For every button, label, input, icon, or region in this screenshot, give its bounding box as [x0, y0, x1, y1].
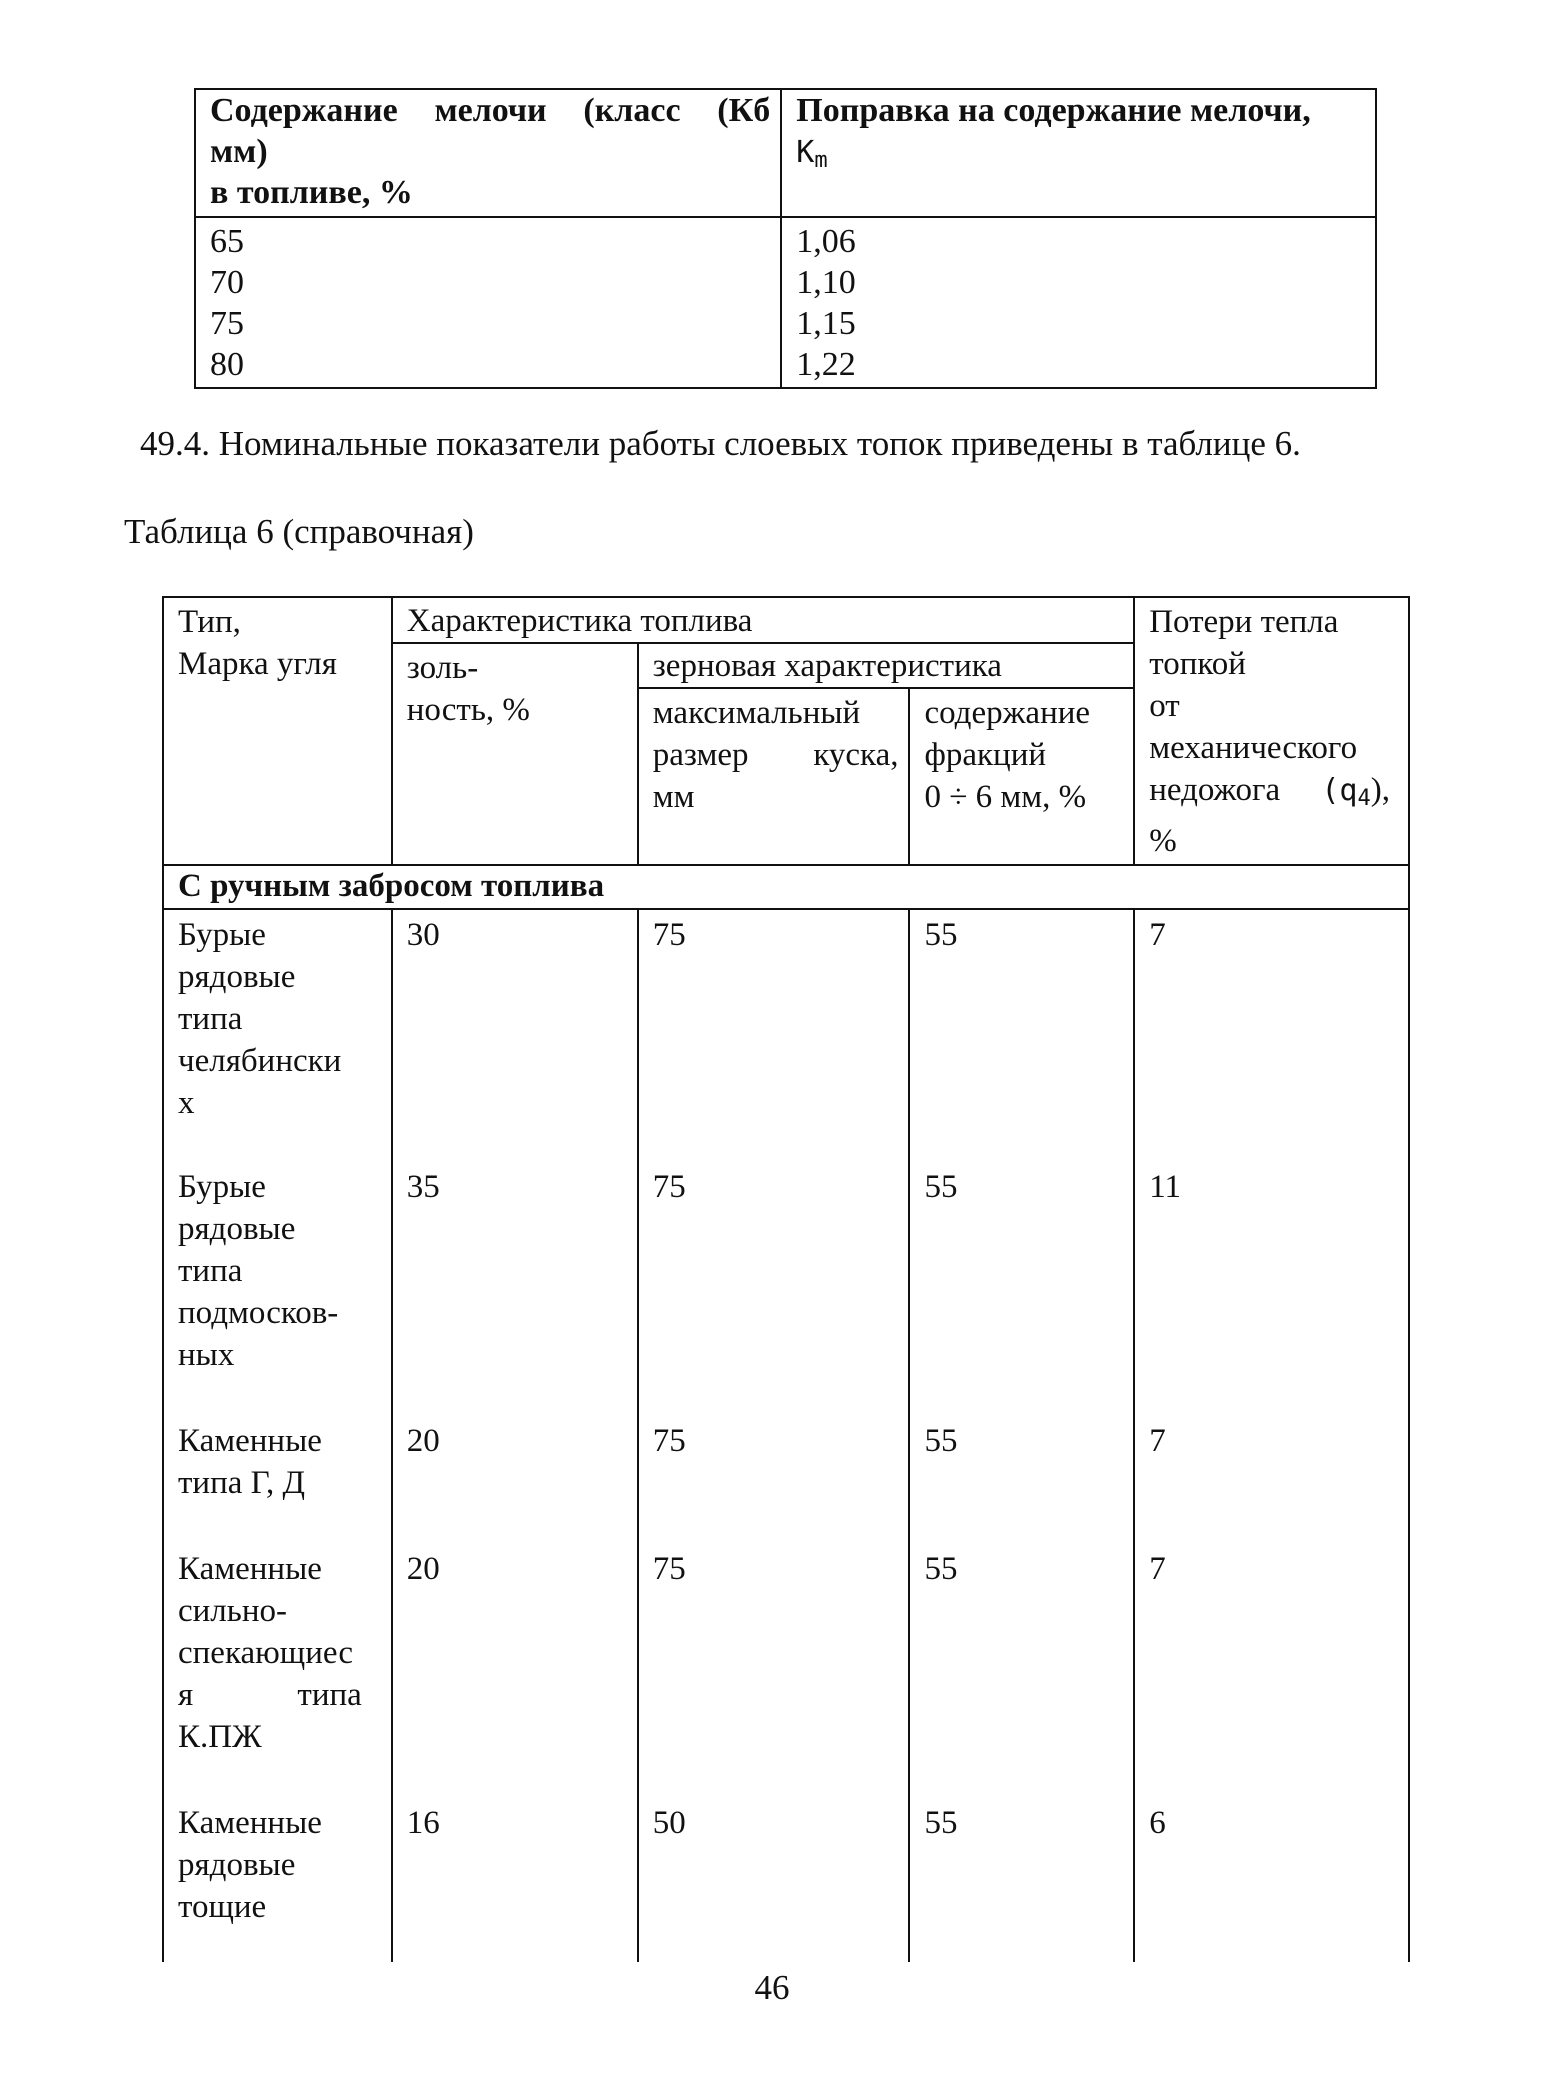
fines-content-cell: 70	[195, 262, 781, 303]
coal-type-header-line1: Тип,	[178, 604, 241, 640]
table6-header-row-1	[163, 597, 1409, 643]
q4-symbol: $(q_4)$,	[1321, 772, 1390, 811]
fines-table-row	[195, 344, 1376, 388]
table6-data-row	[163, 1416, 1409, 1544]
fines-fraction-header: содержание фракций 0 ÷ 6 мм, %	[909, 688, 1134, 865]
ash-content-header: золь- ность, %	[392, 643, 638, 865]
q4-cell: 6	[1134, 1798, 1409, 1962]
km-symbol: $K_m$	[796, 135, 828, 173]
heat-losses-header: Потери тепла топкой от механического недожога $(q_4)$, %	[1134, 597, 1409, 865]
grain-characteristic-header: зерновая характеристика	[638, 643, 1134, 688]
fines-cell: 55	[909, 1544, 1134, 1798]
ash-cell: 35	[392, 1162, 638, 1416]
fines-table-row	[195, 303, 1376, 344]
paragraph-49-4: 49.4. Номинальные показатели работы слоевых топок приведены в таблице 6.	[140, 424, 1301, 463]
ash-cell: 30	[392, 909, 638, 1162]
q4-cell: 7	[1134, 1416, 1409, 1544]
km-value-cell: 1,10	[781, 262, 1376, 303]
ash-cell: 20	[392, 1544, 638, 1798]
q4-cell: 7	[1134, 909, 1409, 1162]
table6-data-row	[163, 1162, 1409, 1416]
fines-cell: 55	[909, 909, 1134, 1162]
coal-type-cell: Каменные сильно- спекающиес я типа К.ПЖ	[163, 1544, 392, 1798]
q4-cell: 7	[1134, 1544, 1409, 1798]
ash-cell: 16	[392, 1798, 638, 1962]
coal-type-cell: Каменные типа Г, Д	[163, 1416, 392, 1544]
km-header	[781, 89, 1376, 217]
table6-layer-furnaces	[162, 596, 1410, 1962]
fines-content-cell: 75	[195, 303, 781, 344]
km-header-text: Поправка на содержание мелочи,	[796, 92, 1311, 129]
table6-data-row	[163, 1798, 1409, 1962]
km-value-cell: 1,15	[781, 303, 1376, 344]
ash-cell: 20	[392, 1416, 638, 1544]
section-title: С ручным забросом топлива	[163, 865, 1409, 909]
max-size-cell: 75	[638, 909, 910, 1162]
fines-cell: 55	[909, 1798, 1134, 1962]
coal-type-header	[163, 597, 392, 865]
fines-correction-table	[194, 88, 1377, 389]
fines-content-cell: 65	[195, 217, 781, 262]
fines-table-row	[195, 217, 1376, 262]
fines-content-header-line2: мм)	[210, 133, 268, 170]
max-size-cell: 75	[638, 1544, 910, 1798]
q4-cell: 11	[1134, 1162, 1409, 1416]
page-number: 46	[754, 1968, 790, 2007]
fines-table-header-row	[195, 89, 1376, 217]
max-size-cell: 50	[638, 1798, 910, 1962]
km-value-cell: 1,22	[781, 344, 1376, 388]
max-lump-size-header: максимальный размер куска, мм	[638, 688, 910, 865]
fines-content-header-line1: Содержание мелочи (класс (Кб	[210, 92, 771, 129]
fines-cell: 55	[909, 1416, 1134, 1544]
fines-cell: 55	[909, 1162, 1134, 1416]
table6-caption: Таблица 6 (справочная)	[124, 512, 474, 551]
table6-data-row	[163, 909, 1409, 1162]
fines-content-cell: 80	[195, 344, 781, 388]
km-value-cell: 1,06	[781, 217, 1376, 262]
max-size-cell: 75	[638, 1416, 910, 1544]
fines-table-row	[195, 262, 1376, 303]
fines-content-header-line3: в топливе, %	[210, 174, 413, 211]
coal-type-cell: Каменные рядовые тощие	[163, 1798, 392, 1962]
fuel-characteristic-header: Характеристика топлива	[392, 597, 1134, 643]
coal-type-cell: Бурые рядовые типа челябински х	[163, 909, 392, 1162]
table6-data-row	[163, 1544, 1409, 1798]
fines-content-header	[195, 89, 781, 217]
section-row	[163, 865, 1409, 909]
coal-type-cell: Бурые рядовые типа подмосков- ных	[163, 1162, 392, 1416]
max-size-cell: 75	[638, 1162, 910, 1416]
coal-type-header-line2: Марка угля	[178, 646, 337, 682]
